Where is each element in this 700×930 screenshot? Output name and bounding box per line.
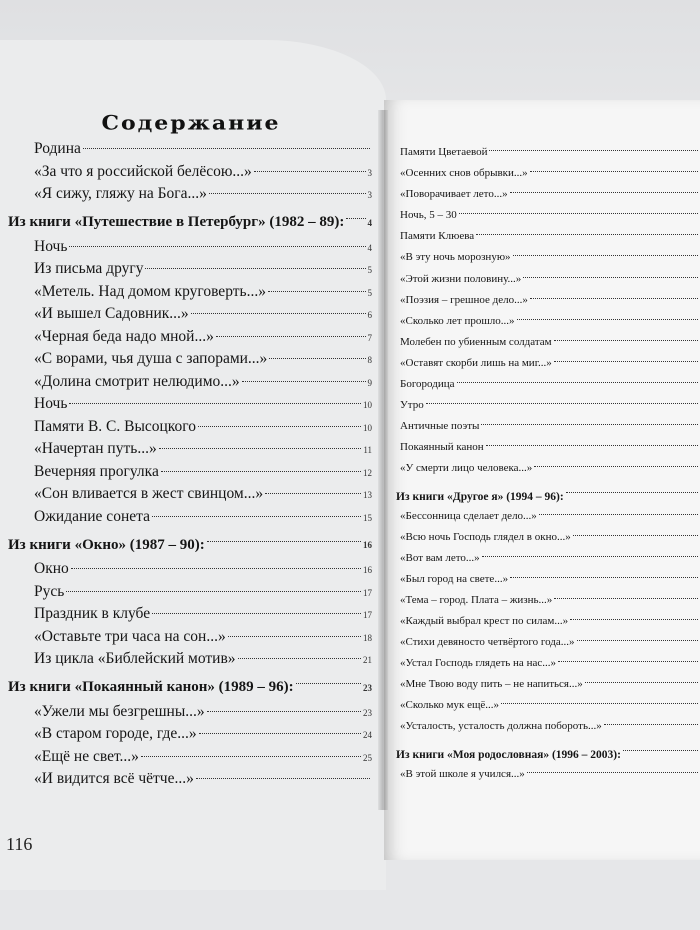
- toc-entry-title: Утро: [400, 399, 424, 412]
- toc-entry-title: «Оставьте три часа на сон...»: [34, 627, 226, 645]
- dot-leader: [254, 171, 366, 172]
- dot-leader: [152, 613, 361, 614]
- dot-leader: [558, 661, 698, 662]
- toc-page-number: 9: [367, 377, 372, 388]
- toc-entry-title: «Метель. Над домом круговерть...»: [34, 282, 266, 300]
- toc-page-number: 16: [363, 540, 372, 550]
- toc-entry: [10, 748, 372, 771]
- toc-entry-title: Из книги «Моя родословная» (1996 – 2003):: [396, 748, 621, 761]
- toc-section-heading: [396, 484, 700, 510]
- toc-entry: [396, 594, 700, 615]
- page-number: 116: [6, 834, 33, 854]
- toc-entry: [10, 508, 372, 531]
- toc-page-number: 21: [363, 655, 372, 665]
- toc-heading: Содержание: [101, 111, 281, 135]
- toc-entry-title: «Каждый выбрал крест по силам...»: [400, 614, 569, 627]
- toc-entry-title: Ночь: [34, 237, 68, 255]
- toc-entry: [10, 463, 372, 486]
- toc-section-heading: [8, 530, 372, 560]
- dot-leader: [482, 556, 698, 557]
- dot-leader: [265, 493, 361, 494]
- toc-entry: [396, 510, 700, 531]
- toc-entry-title: «Долина смотрит нелюдимо...»: [34, 372, 240, 390]
- toc-page-number: 13: [363, 490, 372, 500]
- dot-leader: [199, 733, 361, 734]
- dot-leader: [517, 319, 698, 320]
- toc-page-number: 16: [363, 565, 372, 575]
- dot-leader: [523, 277, 698, 278]
- toc-entry-title: Из книги «Окно» (1987 – 90):: [8, 536, 205, 553]
- toc-entry-title: «Был город на свете...»: [400, 572, 509, 585]
- toc-entry-title: «Вот вам лето...»: [400, 551, 480, 564]
- toc-entry-title: Памяти Цветаевой: [400, 146, 488, 158]
- dot-leader: [83, 148, 370, 149]
- toc-page-number: 15: [363, 512, 372, 523]
- toc-entry-title: «Усталость, усталость должна побороть...»: [400, 720, 602, 733]
- toc-page-number: 25: [363, 752, 372, 763]
- toc-entry: [396, 462, 700, 483]
- dot-leader: [426, 403, 698, 404]
- dot-leader: [554, 340, 698, 341]
- toc-entry-title: «Поэзия – грешное дело...»: [400, 293, 528, 306]
- toc-entry-title: Из книги «Другое я» (1994 – 96):: [396, 490, 564, 503]
- toc-entry-title: Праздник в клубе: [34, 605, 151, 622]
- dot-leader: [577, 640, 698, 641]
- toc-entry: [396, 315, 700, 336]
- toc-entry-title: Молебен по убиенным солдатам: [400, 335, 552, 348]
- toc-entry-title: «Черная беда надо мной...»: [34, 327, 214, 345]
- toc-entry: [396, 699, 700, 720]
- dot-leader: [207, 711, 361, 712]
- toc-page-number: 3: [367, 190, 372, 200]
- dot-leader: [242, 381, 366, 382]
- dot-leader: [268, 291, 366, 292]
- toc-entry-title: Из книги «Покаянный канон» (1989 – 96):: [8, 679, 294, 695]
- toc-entry-title: Из книги «Путешествие в Петербург» (1982 – 89):: [8, 214, 345, 230]
- dot-leader: [585, 682, 698, 683]
- toc-entry: [10, 650, 372, 673]
- toc-entry: [396, 273, 700, 294]
- toc-entry-title: Ночь, 5 – 30: [400, 209, 457, 222]
- toc-entry-title: «Начертан путь...»: [34, 440, 157, 457]
- dot-leader: [534, 466, 698, 467]
- toc-entry-title: Родина: [34, 140, 81, 157]
- dot-leader: [71, 568, 361, 569]
- dot-leader: [141, 756, 361, 757]
- toc-page-number: 10: [363, 400, 372, 410]
- toc-page-number: 23: [363, 682, 372, 693]
- dot-leader: [539, 514, 698, 515]
- toc-page-number: 12: [363, 467, 372, 478]
- dot-leader: [481, 424, 698, 425]
- toc-entry-title: «В старом городе, где...»: [34, 725, 197, 742]
- dot-leader: [573, 535, 698, 536]
- toc-entry-title: «Устал Господь глядеть на нас...»: [400, 657, 556, 670]
- toc-entry-title: «Мне Твою воду пить – не напиться...»: [400, 678, 583, 691]
- toc-section-heading: [396, 742, 700, 768]
- toc-page-number: 4: [367, 242, 372, 253]
- toc-entry-title: Ожидание сонета: [34, 507, 150, 525]
- toc-entry-title: «Я сижу, гляжу на Бога...»: [34, 185, 207, 202]
- toc-page-number: 23: [363, 707, 372, 718]
- toc-entry-title: Окно: [34, 560, 69, 577]
- toc-entry-title: «С ворами, чья душа с запорами...»: [34, 350, 268, 367]
- book-gutter: [378, 110, 388, 810]
- toc-page-number: 11: [363, 445, 372, 455]
- toc-page-number: 18: [363, 632, 372, 643]
- dot-leader: [510, 192, 698, 193]
- toc-entry: [10, 725, 372, 748]
- toc-entry: [10, 350, 372, 373]
- toc-page-number: 17: [363, 587, 372, 598]
- toc-page-number: 6: [367, 310, 372, 320]
- toc-entry: [396, 188, 700, 209]
- toc-entry: [396, 230, 700, 251]
- dot-leader: [238, 658, 361, 659]
- dot-leader: [527, 772, 698, 773]
- toc-entry: [396, 251, 700, 272]
- left-toc-column: [10, 110, 372, 793]
- dot-leader: [145, 268, 365, 269]
- dot-leader: [191, 313, 366, 314]
- toc-entry-title: «Оставят скорби лишь на миг...»: [400, 356, 552, 369]
- dot-leader: [570, 619, 698, 620]
- toc-entry: [396, 720, 700, 741]
- toc-entry: [396, 573, 700, 594]
- toc-entry-title: «У смерти лицо человека...»: [400, 462, 533, 475]
- dot-leader: [566, 492, 698, 493]
- toc-entry: [10, 560, 372, 583]
- toc-entry: [396, 378, 700, 399]
- toc-entry-title: «Ещё не свет...»: [34, 747, 139, 765]
- toc-entry: [396, 678, 700, 699]
- right-toc-column: [396, 146, 700, 789]
- toc-entry-title: «Этой жизни половину...»: [400, 272, 522, 285]
- toc-entry: [396, 294, 700, 315]
- toc-page-number: 4: [367, 217, 372, 228]
- toc-entry-title: Памяти В. С. Высоцкого: [34, 417, 197, 435]
- dot-leader: [486, 445, 698, 446]
- toc-entry: [10, 583, 372, 606]
- dot-leader: [459, 213, 698, 214]
- toc-entry-title: Вечерняя прогулка: [34, 462, 159, 480]
- toc-entry: [396, 657, 700, 678]
- toc-entry-title: «И видится всё чётче...»: [34, 770, 194, 787]
- toc-page-number: 8: [367, 355, 372, 365]
- dot-leader: [513, 255, 698, 256]
- toc-entry-title: Из цикла «Библейский мотив»: [34, 650, 236, 667]
- toc-entry-title: «Стихи девяносто четвёртого года...»: [400, 636, 575, 649]
- toc-entry-title: «Сколько лет прошло...»: [400, 314, 515, 327]
- dot-leader: [161, 471, 361, 472]
- toc-entry-title: Богородица: [400, 378, 455, 391]
- dot-leader: [269, 358, 365, 359]
- toc-entry: [396, 399, 700, 420]
- dot-leader: [69, 246, 365, 247]
- toc-page-number: 7: [367, 332, 372, 343]
- toc-entry: [10, 373, 372, 396]
- toc-entry: [396, 552, 700, 573]
- dot-leader: [159, 448, 362, 449]
- toc-page-number: 3: [367, 167, 372, 178]
- toc-entry: [396, 146, 700, 167]
- toc-entry-title: Памяти Клюева: [400, 230, 475, 243]
- toc-entry: [10, 140, 372, 163]
- toc-entry: [396, 768, 700, 789]
- toc-entry: [396, 615, 700, 636]
- dot-leader: [209, 193, 366, 194]
- left-toc-list: [10, 140, 372, 793]
- toc-entry-title: «Ужели мы безгрешны...»: [34, 702, 205, 720]
- toc-page-number: 5: [367, 265, 372, 275]
- toc-entry: [10, 418, 372, 441]
- toc-entry-title: Русь: [34, 582, 65, 600]
- toc-entry: [396, 209, 700, 230]
- toc-entry-title: Античные поэты: [400, 420, 480, 433]
- toc-entry: [10, 605, 372, 628]
- toc-entry-title: «Осенних снов обрывки...»: [400, 167, 528, 180]
- toc-entry: [396, 357, 700, 378]
- toc-section-heading: [8, 673, 372, 703]
- toc-entry-title: Покаянный канон: [400, 441, 484, 454]
- dot-leader: [152, 516, 361, 517]
- toc-entry: [10, 703, 372, 726]
- toc-entry: [396, 441, 700, 462]
- toc-entry-title: «Сон вливается в жест свинцом...»: [34, 485, 264, 502]
- toc-entry-title: «И вышел Садовник...»: [34, 305, 189, 322]
- dot-leader: [69, 403, 361, 404]
- toc-entry: [10, 628, 372, 651]
- toc-entry: [10, 238, 372, 261]
- toc-entry: [10, 440, 372, 463]
- toc-entry: [10, 485, 372, 508]
- dot-leader: [198, 426, 361, 427]
- toc-entry-title: «Бессонница сделает дело...»: [400, 509, 537, 522]
- dot-leader: [530, 171, 698, 172]
- toc-entry: [10, 770, 372, 793]
- toc-entry: [396, 531, 700, 552]
- toc-entry-title: Ночь: [34, 395, 68, 412]
- toc-page-number: 10: [363, 422, 372, 433]
- toc-entry: [10, 185, 372, 208]
- toc-section-heading: [8, 208, 372, 238]
- toc-entry: [10, 260, 372, 283]
- toc-page-number: 5: [367, 287, 372, 298]
- toc-entry-title: «Тема – город. Плата – жизнь...»: [400, 593, 553, 606]
- dot-leader: [623, 750, 698, 751]
- right-toc-list: [396, 146, 700, 789]
- toc-entry: [10, 163, 372, 186]
- toc-entry: [10, 305, 372, 328]
- toc-entry-title: «Сколько мук ещё...»: [400, 699, 500, 712]
- toc-entry: [10, 328, 372, 351]
- toc-entry-title: «В эту ночь морозную»: [400, 251, 511, 264]
- toc-entry-title: «В этой школе я учился...»: [400, 767, 525, 780]
- toc-entry: [396, 167, 700, 188]
- dot-leader: [476, 234, 698, 235]
- dot-leader: [554, 361, 698, 362]
- dot-leader: [346, 218, 365, 219]
- toc-entry-title: Из письма другу: [34, 260, 144, 277]
- dot-leader: [489, 150, 698, 151]
- toc-entry: [10, 283, 372, 306]
- dot-leader: [457, 382, 699, 383]
- toc-entry-title: «За что я российской белёсою...»: [34, 162, 252, 180]
- dot-leader: [196, 778, 370, 779]
- dot-leader: [66, 591, 361, 592]
- toc-page-number: 17: [363, 610, 372, 620]
- dot-leader: [554, 598, 698, 599]
- dot-leader: [501, 703, 698, 704]
- toc-entry-title: «Всю ночь Господь глядел в окно...»: [400, 530, 571, 543]
- toc-entry-title: «Поворачивает лето...»: [400, 188, 508, 201]
- dot-leader: [510, 577, 698, 578]
- dot-leader: [216, 336, 366, 337]
- dot-leader: [530, 298, 698, 299]
- dot-leader: [296, 683, 361, 684]
- toc-entry: [10, 395, 372, 418]
- toc-entry: [396, 336, 700, 357]
- toc-entry: [396, 420, 700, 441]
- dot-leader: [604, 724, 698, 725]
- dot-leader: [228, 636, 361, 637]
- toc-page-number: 24: [363, 730, 372, 740]
- dot-leader: [207, 541, 361, 542]
- toc-entry: [396, 636, 700, 657]
